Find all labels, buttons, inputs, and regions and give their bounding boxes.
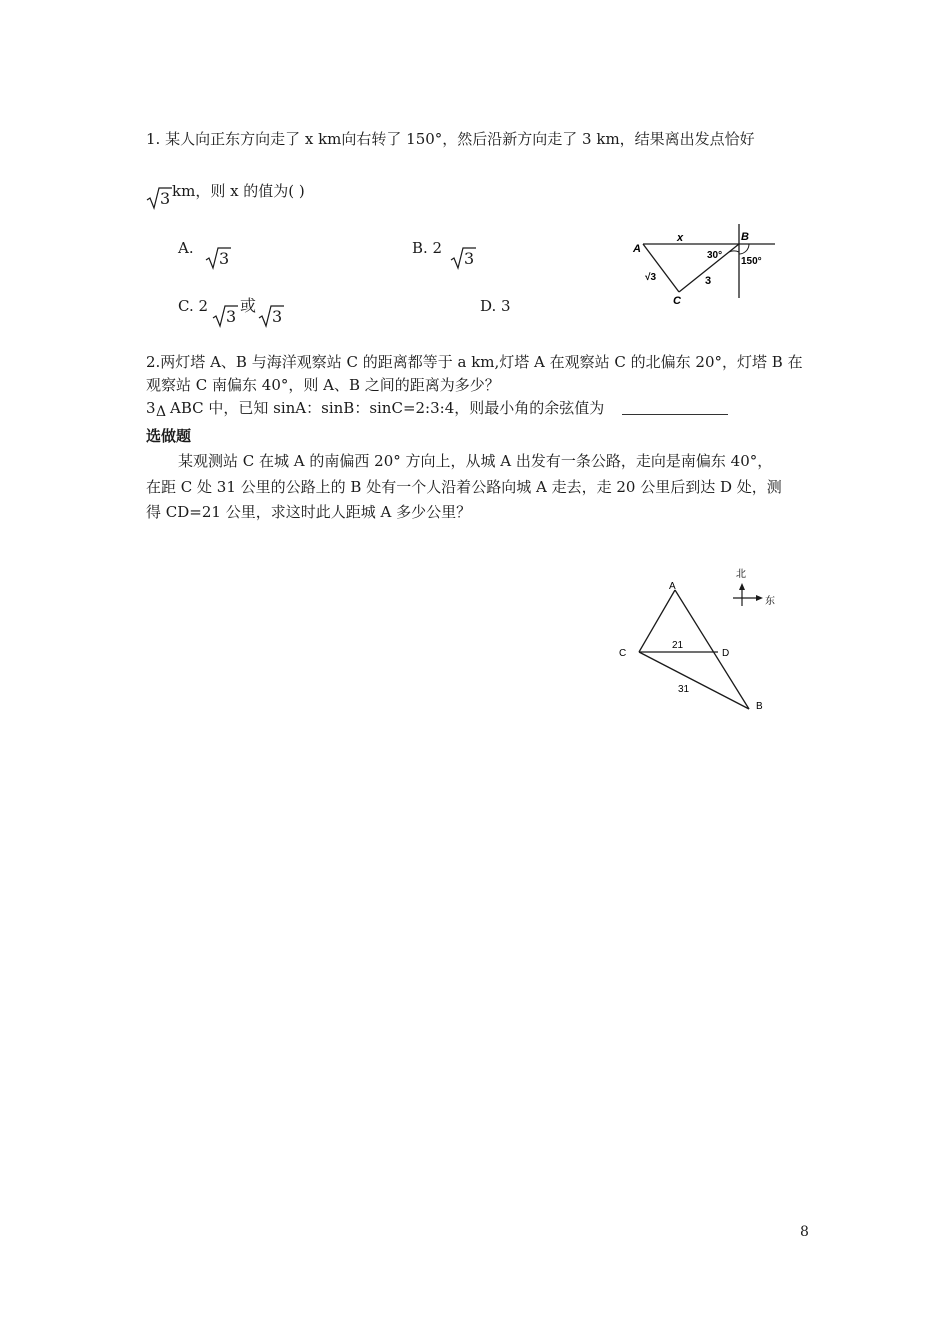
optional-line3: 得 CD=21 公里，求这时此人距城 A 多少公里？ (146, 503, 472, 521)
sqrt-radicand: 3 (226, 307, 237, 326)
sqrt-radicand: 3 (219, 249, 230, 268)
label-b: B (756, 701, 763, 712)
q3-number: 3 (146, 399, 156, 417)
sqrt-symbol (146, 186, 172, 210)
length-31: 31 (678, 684, 690, 695)
north-label: 北 (736, 569, 746, 580)
east-label: 东 (765, 596, 775, 607)
side-sqrt3: √3 (645, 272, 657, 283)
optional-line2: 在距 C 处 31 公里的公路上的 B 处有一个人沿着公路向城 A 走去，走 20 公里后到达 D 处，测 (146, 478, 782, 496)
section-heading: 选做题 (146, 427, 192, 445)
side-3: 3 (705, 275, 712, 287)
q2-line2: 观察站 C 南偏东 40°，则 A、B 之间的距离为多少？ (146, 376, 500, 394)
answer-blank (622, 414, 728, 415)
sqrt-radicand: 3 (464, 249, 475, 268)
label-b: B (741, 231, 749, 243)
length-21: 21 (672, 640, 684, 651)
sqrt-symbol (212, 304, 238, 328)
label-d: D (722, 648, 730, 659)
q3-triangle: Δ (156, 404, 167, 420)
option-b-label: B. 2 (412, 239, 443, 257)
label-a: A (669, 581, 676, 592)
sqrt-radicand: 3 (272, 307, 283, 326)
label-c: C (619, 648, 627, 659)
label-c: C (673, 295, 681, 307)
optional-line1: 某观测站 C 在城 A 的南偏西 20° 方向上，从城 A 出发有一条公路，走向是南偏东 40°， (178, 452, 773, 470)
label-a: A (633, 243, 641, 255)
option-a-label: A. (178, 239, 194, 257)
q3-text: ABC 中，已知 sinA：sinB：sinC=2:3:4，则最小角的余弦值为 (170, 399, 605, 417)
sqrt-symbol (205, 246, 231, 270)
angle-150: 150° (741, 256, 762, 267)
sqrt-symbol (258, 304, 284, 328)
label-x: x (677, 232, 684, 244)
sqrt-symbol (450, 246, 476, 270)
option-c-label: C. 2 (178, 297, 209, 315)
diagram-walk (625, 218, 785, 310)
q1-line1: 1. 某人向正东方向走了 x km向右转了 150°，然后沿新方向走了 3 km，结果离出发点恰好 (146, 130, 755, 148)
option-c-or: 或 (240, 296, 257, 315)
q2-line1: 2.两灯塔 A、B 与海洋观察站 C 的距离都等于 a km,灯塔 A 在观察站 C 的北偏东 20°，灯塔 B 在 (146, 353, 803, 371)
q1-line2-suffix: km，则 x 的值为( ) (172, 182, 305, 200)
page-number: 8 (800, 1224, 809, 1240)
angle-30: 30° (707, 250, 723, 261)
sqrt-radicand: 3 (160, 189, 171, 208)
option-d-label: D. 3 (480, 297, 511, 315)
diagram-triangle (612, 562, 787, 714)
